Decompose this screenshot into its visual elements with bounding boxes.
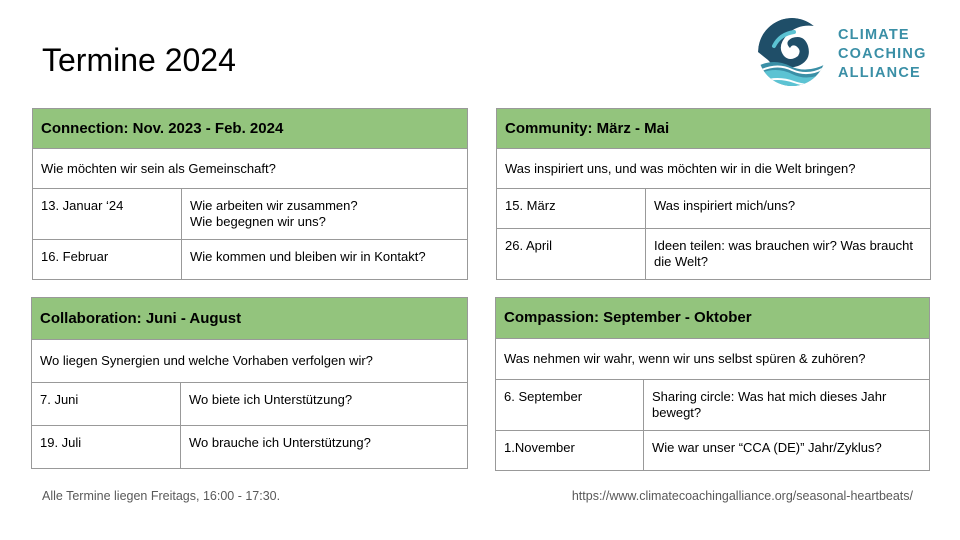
event-topic: Ideen teilen: was brauchen wir? Was braucht die Welt? (646, 229, 931, 280)
table-question: Wie möchten wir sein als Gemeinschaft? (33, 149, 468, 189)
event-date: 6. September (496, 380, 644, 431)
table-header: Community: März - Mai (497, 109, 931, 149)
table-row (497, 189, 931, 229)
table-row (33, 240, 468, 280)
climate-coaching-alliance-logo (754, 16, 944, 88)
table-header: Collaboration: Juni - August (32, 298, 468, 340)
event-date: 15. März (497, 189, 646, 229)
event-topic: Was inspiriert mich/uns? (646, 189, 931, 229)
table-row (496, 380, 930, 431)
event-topic: Wie kommen und bleiben wir in Kontakt? (182, 240, 468, 280)
schedule-note: Alle Termine liegen Freitags, 16:00 - 17:30. (42, 489, 281, 503)
table-row (32, 426, 468, 469)
connection-table (32, 108, 468, 280)
event-topic: Sharing circle: Was hat mich dieses Jahr bewegt? (644, 380, 930, 431)
table-row (497, 229, 931, 280)
event-date: 13. Januar ‘24 (33, 189, 182, 240)
table-row (496, 431, 930, 471)
community-table (496, 108, 931, 280)
event-topic: Wo brauche ich Unterstützung? (181, 426, 468, 469)
collaboration-table (31, 297, 468, 469)
event-date: 26. April (497, 229, 646, 280)
event-topic: Wie arbeiten wir zusammen? Wie begegnen wir uns? (182, 189, 468, 240)
compassion-table (495, 297, 930, 471)
table-row (32, 383, 468, 426)
table-row (33, 189, 468, 240)
logo-text-line: CLIMATE (838, 27, 910, 43)
event-date: 16. Februar (33, 240, 182, 280)
table-header: Connection: Nov. 2023 - Feb. 2024 (33, 109, 468, 149)
source-url-link[interactable]: https://www.climatecoachingalliance.org/seasonal-heartbeats/ (571, 489, 913, 503)
event-date: 1.November (496, 431, 644, 471)
table-question: Wo liegen Synergien und welche Vorhaben verfolgen wir? (32, 340, 468, 383)
event-date: 7. Juni (32, 383, 181, 426)
logo-text-line: COACHING (838, 46, 927, 62)
logo-text-line: ALLIANCE (838, 65, 921, 81)
table-question: Was nehmen wir wahr, wenn wir uns selbst spüren & zuhören? (496, 339, 930, 380)
event-date: 19. Juli (32, 426, 181, 469)
event-topic: Wie war unser “CCA (DE)” Jahr/Zyklus? (644, 431, 930, 471)
event-topic: Wo biete ich Unterstützung? (181, 383, 468, 426)
table-question: Was inspiriert uns, und was möchten wir in die Welt bringen? (497, 149, 931, 189)
page-title: Termine 2024 (42, 42, 236, 78)
table-header: Compassion: September - Oktober (496, 298, 930, 339)
wave-circle-icon (754, 16, 832, 88)
